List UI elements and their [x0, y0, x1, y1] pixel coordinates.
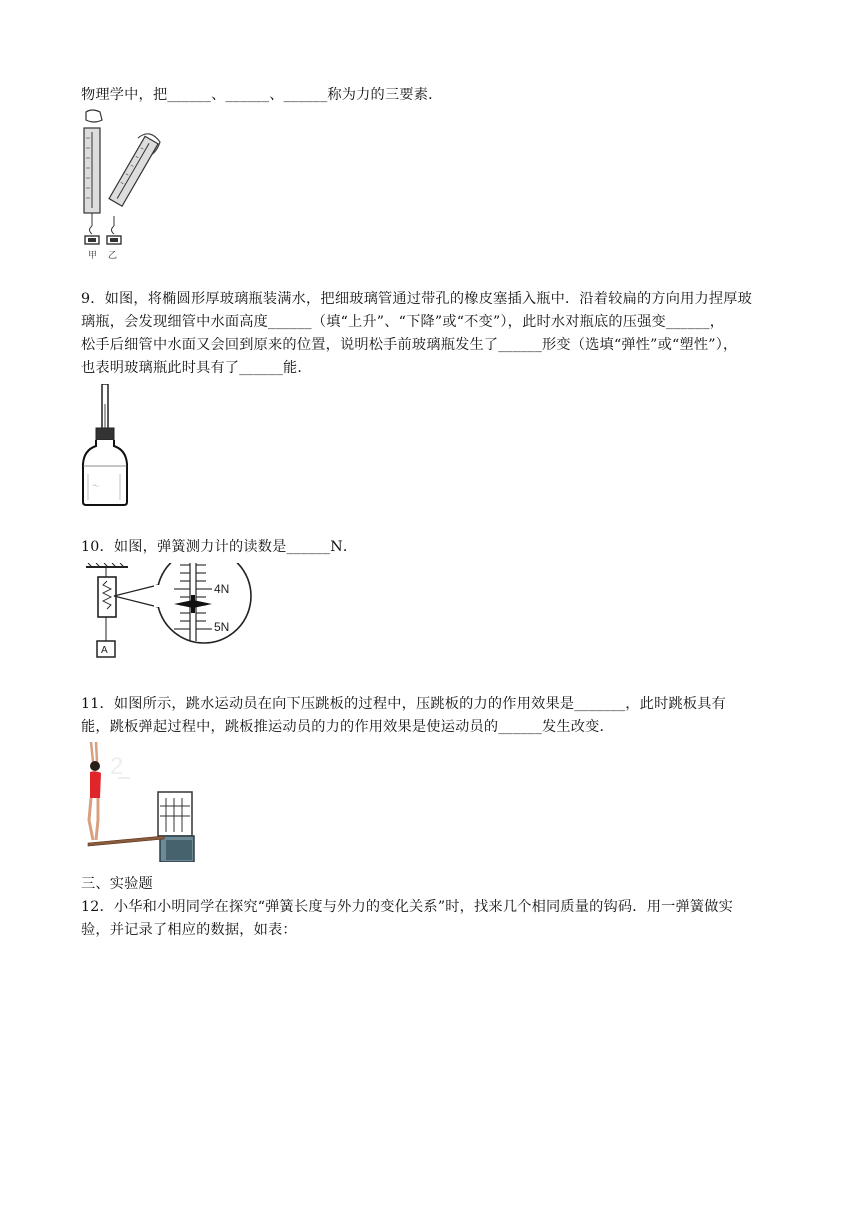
q11-line-2: 能，跳板弹起过程中，跳板推运动员的力的作用效果是使运动员的______发生改变． [81, 719, 614, 735]
q12-line-1: 12．小华和小明同学在探究“弹簧长度与外力的变化关系”时，找来几个相同质量的钩码．用一弹簧做实 [81, 899, 734, 915]
q12-line-2: 验，并记录了相应的数据，如表： [81, 922, 297, 938]
q9-line-3: 松手后细管中水面又会回到原来的位置，说明松手前玻璃瓶发生了______形变（选填“弹性”或“塑性”）， [81, 337, 738, 353]
q9-line-2: 璃瓶，会发现细管中水面高度______（填“上升”、“下降”或“不变”），此时水对瓶底的压强变______， [81, 314, 725, 330]
diver-figure [80, 740, 195, 862]
spring-meter-figure [86, 563, 261, 661]
spring-scales-figure [78, 108, 168, 263]
svg-text:～: ～ [92, 482, 99, 490]
q11-line-1: 11．如图所示，跳水运动员在向下压跳板的过程中，压跳板的力的作用效果是_______，此时跳板具有 [81, 696, 727, 712]
q10-text: 10．如图，弹簧测力计的读数是______N． [81, 539, 358, 555]
svg-text:2: 2 [110, 753, 124, 780]
weight-label: A [101, 645, 108, 656]
q9-line-1: 9．如图，将椭圆形厚玻璃瓶装满水，把细玻璃管通过带孔的橡皮塞插入瓶中．沿着较扁的方向用力捏厚玻 [81, 291, 753, 307]
label-4n: 4N [214, 582, 230, 596]
q8-text: 物理学中，把______、______、______称为力的三要素． [81, 87, 443, 103]
q9-line-4: 也表明玻璃瓶此时具有了______能． [81, 360, 312, 376]
label-yi: 乙 [108, 251, 118, 261]
label-5n: 5N [214, 620, 230, 634]
label-jia: 甲 [88, 251, 98, 261]
section-heading: 三、实验题 [81, 876, 153, 892]
glass-bottle-figure [80, 384, 132, 508]
